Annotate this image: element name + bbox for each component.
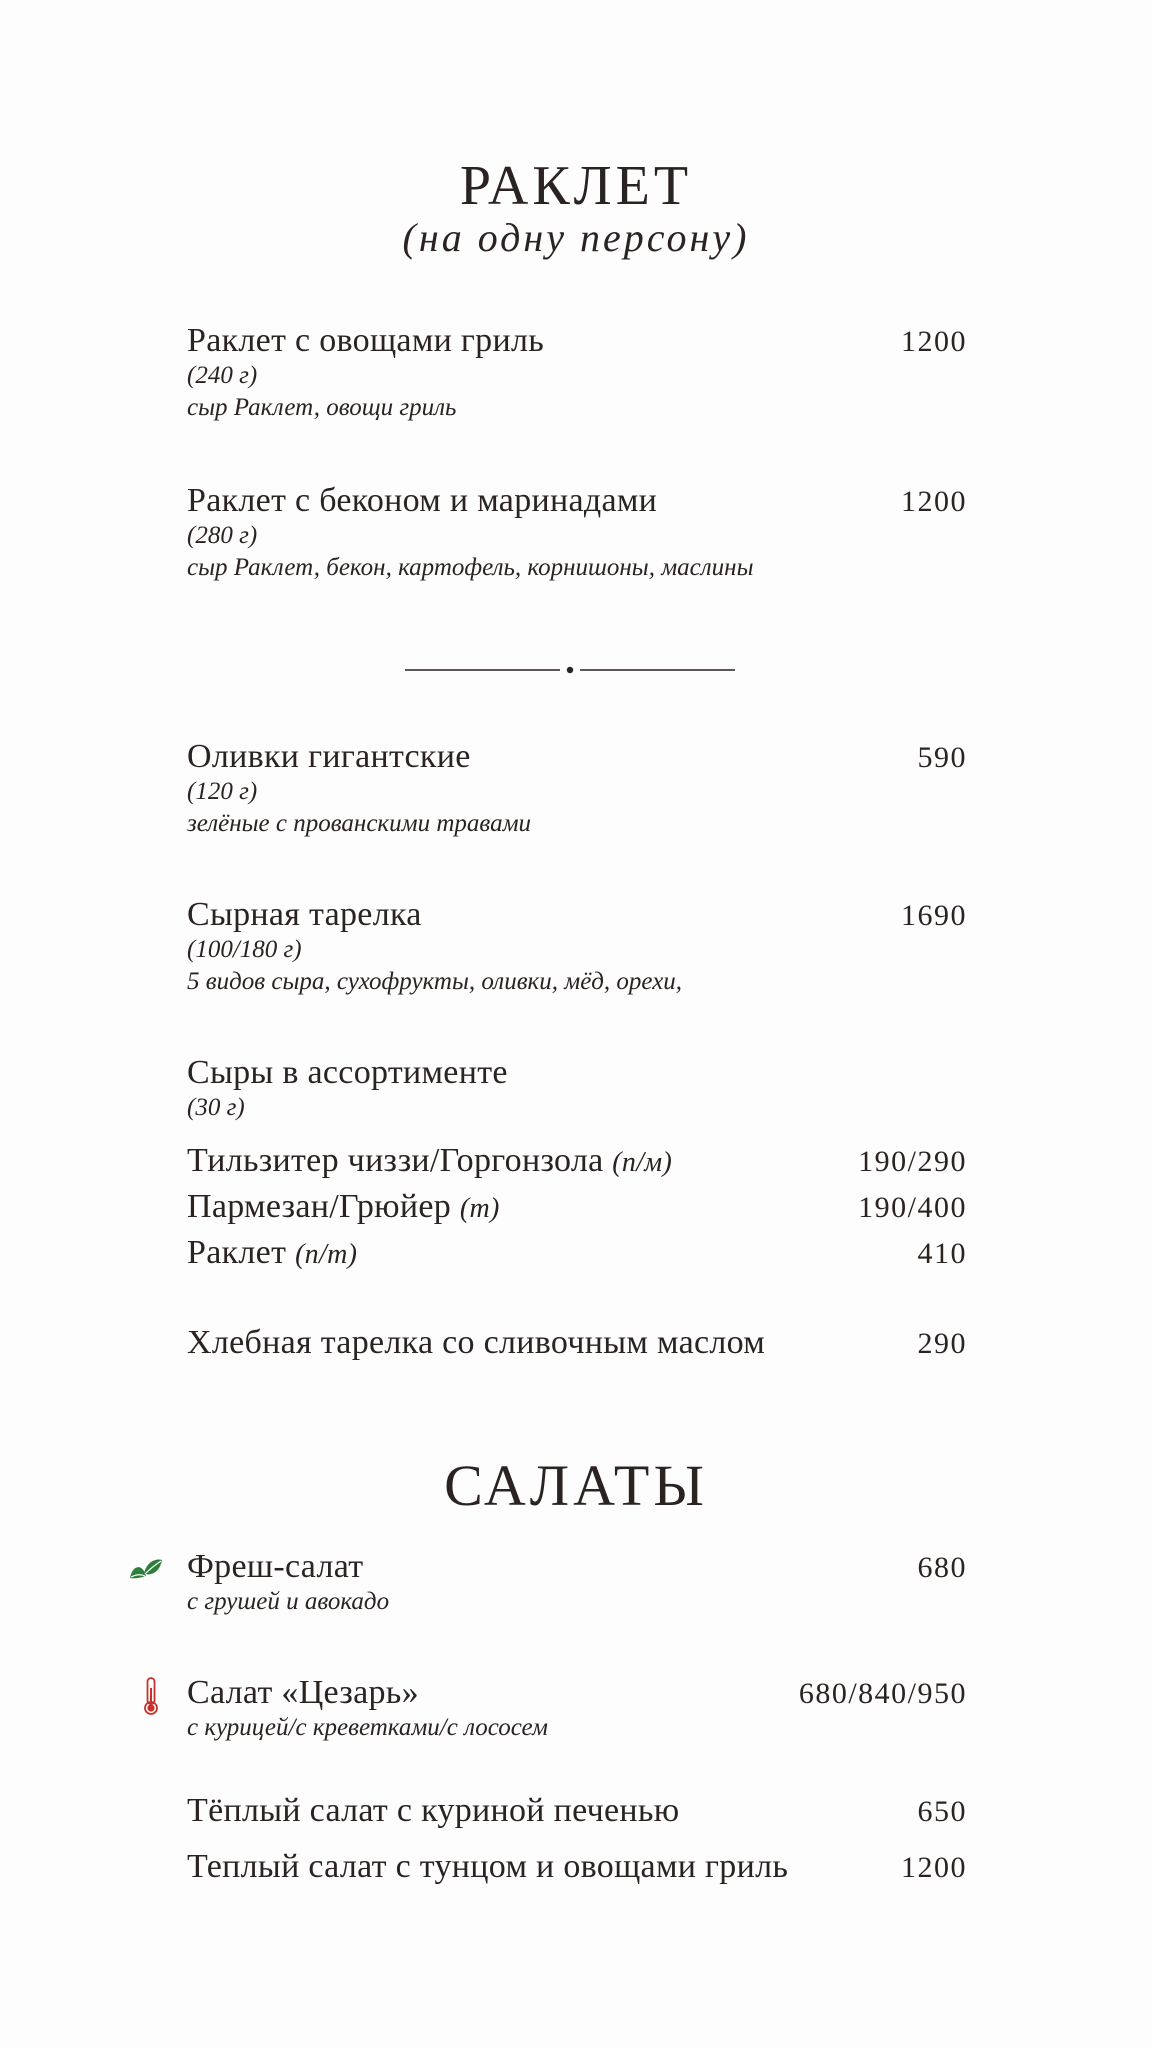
menu-item-name: Сыры в ассортименте <box>187 1054 508 1091</box>
menu-item-name: Хлебная тарелка со сливочным маслом <box>187 1324 766 1361</box>
menu-item-weight: (30 г) <box>187 1094 245 1121</box>
cheese-type-mark: (п/м) <box>612 1147 673 1178</box>
menu-item-name: Салат «Цезарь» <box>187 1674 419 1711</box>
menu-item-price: 680 <box>917 1551 967 1584</box>
cheese-name <box>187 1234 357 1272</box>
cheese-name <box>187 1142 672 1180</box>
section-title-salads: САЛАТЫ <box>444 1453 708 1518</box>
cheese-name <box>187 1188 500 1226</box>
cheese-type-mark: (п/т) <box>295 1239 358 1270</box>
menu-item-description: с грушей и авокадо <box>187 1588 390 1615</box>
cheese-assortment <box>187 1054 967 1124</box>
menu-item-name: Теплый салат с тунцом и овощами гриль <box>187 1848 789 1885</box>
menu-item-description: сыр Раклет, бекон, картофель, корнишоны, маслины <box>187 554 754 581</box>
ornament-divider <box>405 666 735 674</box>
menu-item-name: Фреш-салат <box>187 1548 364 1585</box>
menu-item-price: 650 <box>917 1795 967 1828</box>
menu-item-name: Сырная тарелка <box>187 896 422 933</box>
menu-item-name: Раклет с овощами гриль <box>187 322 545 359</box>
menu-item <box>187 896 967 998</box>
menu-item <box>187 482 967 584</box>
menu-item <box>187 1548 967 1618</box>
cheese-price: 190/290 <box>858 1145 967 1178</box>
menu-item <box>187 1792 967 1830</box>
menu-item-price: 1200 <box>901 1851 967 1884</box>
thermometer-icon <box>141 1676 161 1716</box>
leaf-icon <box>128 1556 164 1584</box>
menu-item <box>187 1848 967 1886</box>
menu-item-price: 680/840/950 <box>798 1677 967 1710</box>
cheese-name-text: Пармезан/Грюйер <box>187 1188 452 1225</box>
menu-item-weight: (240 г) <box>187 362 258 389</box>
cheese-row <box>187 1142 967 1180</box>
menu-item-description: зелёные с прованскими травами <box>187 810 532 837</box>
menu-item <box>187 1324 967 1362</box>
section-subtitle-raclette: (на одну персону) <box>402 215 750 260</box>
cheese-type-mark: (т) <box>459 1193 500 1224</box>
cheese-price: 190/400 <box>858 1191 967 1224</box>
menu-item-description: с курицей/с креветками/с лососем <box>187 1714 548 1741</box>
menu-item-price: 290 <box>917 1327 967 1360</box>
cheese-name-text: Тильзитер чиззи/Горгонзола <box>187 1142 604 1179</box>
menu-item-name: Тёплый салат с куриной печенью <box>187 1792 680 1829</box>
menu-item-name: Раклет с беконом и маринадами <box>187 482 658 519</box>
menu-item-price: 1200 <box>901 325 967 358</box>
menu-item-name: Оливки гигантские <box>187 738 471 775</box>
section-title-raclette: РАКЛЕТ <box>459 155 693 217</box>
menu-item-price: 1690 <box>901 899 967 932</box>
menu-item <box>187 1674 967 1744</box>
menu-item-description: сыр Раклет, овощи гриль <box>187 394 457 421</box>
cheese-name-text: Раклет <box>187 1234 287 1271</box>
menu-item-weight: (280 г) <box>187 522 258 549</box>
cheese-row <box>187 1234 967 1272</box>
menu-item-price: 1200 <box>901 485 967 518</box>
menu-item <box>187 738 967 840</box>
menu-item <box>187 322 967 424</box>
cheese-price: 410 <box>917 1237 967 1270</box>
menu-item-price: 590 <box>917 741 967 774</box>
menu-item-weight: (120 г) <box>187 778 258 805</box>
menu-item-weight: (100/180 г) <box>187 936 302 963</box>
menu-item-description: 5 видов сыра, сухофрукты, оливки, мёд, орехи, <box>187 968 683 995</box>
cheese-row <box>187 1188 967 1226</box>
